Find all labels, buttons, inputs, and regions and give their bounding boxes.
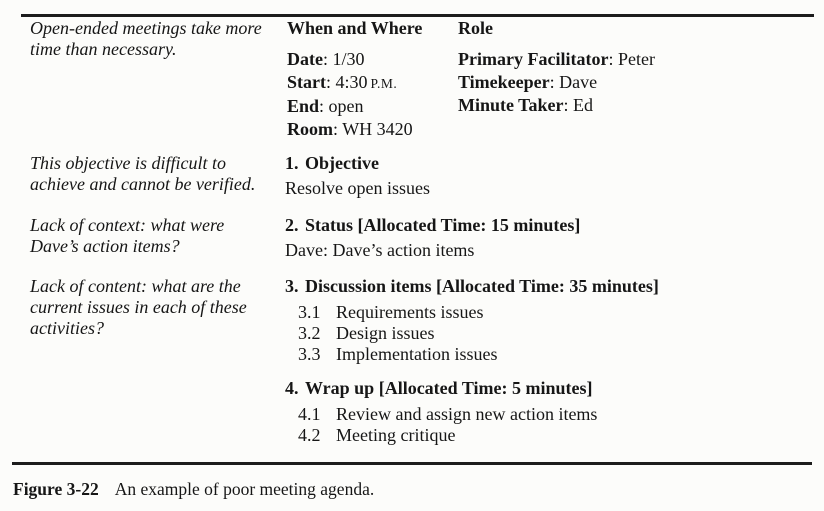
agenda-subitems — [285, 404, 597, 446]
annotation-line: Lack of content: what are the — [30, 276, 241, 296]
field-value-suffix: P.M. — [370, 76, 398, 91]
field-label: Date — [287, 49, 323, 69]
agenda-item-objective — [285, 153, 430, 199]
subitem-text: Meeting critique — [336, 425, 456, 445]
when-and-where-section — [287, 18, 422, 141]
agenda-body: Dave: Dave’s action items — [285, 240, 475, 260]
agenda-heading — [285, 378, 597, 399]
when-and-where-fields — [287, 48, 422, 141]
subitem-text: Implementation issues — [336, 344, 498, 364]
annotation-line: Dave’s action items? — [30, 236, 180, 256]
field-row-date — [287, 48, 422, 71]
annotation-line: Open-ended meetings take more — [30, 18, 262, 38]
annotation-line: activities? — [30, 318, 104, 338]
agenda-number: 4. — [285, 378, 299, 398]
field-separator: : — [333, 119, 343, 139]
agenda-title: Objective — [305, 153, 379, 173]
margin-annotation-open-ended — [30, 18, 292, 60]
agenda-title: Discussion items [Allocated Time: 35 minutes] — [305, 276, 659, 296]
field-value: open — [328, 96, 364, 116]
field-value: Ed — [573, 95, 594, 115]
caption-label: Figure 3-22 — [13, 479, 99, 499]
agenda-title: Wrap up [Allocated Time: 5 minutes] — [305, 378, 593, 398]
field-row-minute-taker — [458, 94, 655, 117]
top-rule — [21, 14, 814, 17]
agenda-subitems — [285, 302, 659, 365]
field-row-primary-facilitator — [458, 48, 655, 71]
agenda-item-wrap-up — [285, 378, 597, 446]
role-fields — [458, 48, 655, 117]
field-label: End — [287, 96, 320, 116]
subitem-number: 3.1 — [298, 302, 321, 322]
field-row-timekeeper — [458, 71, 655, 94]
agenda-subitem — [298, 302, 659, 323]
figure-caption — [13, 479, 374, 500]
when-and-where-title: When and Where — [287, 18, 423, 38]
field-value: 1/30 — [332, 49, 365, 69]
agenda-body: Resolve open issues — [285, 178, 430, 198]
bottom-rule — [12, 462, 812, 465]
field-label: Primary Facilitator — [458, 49, 609, 69]
annotation-line: time than necessary. — [30, 39, 177, 59]
agenda-subitem — [298, 344, 659, 365]
field-separator: : — [549, 72, 560, 92]
field-separator: : — [322, 49, 333, 69]
subitem-number: 4.2 — [298, 425, 321, 445]
field-row-end — [287, 95, 422, 118]
agenda-item-status — [285, 215, 580, 261]
subitem-number: 3.3 — [298, 344, 321, 364]
field-value: Peter — [617, 49, 655, 69]
role-section — [458, 18, 655, 117]
agenda-heading — [285, 215, 580, 236]
field-value: 4:30 — [335, 72, 368, 92]
field-label: Minute Taker — [458, 95, 564, 115]
field-row-room — [287, 118, 422, 141]
agenda-title: Status [Allocated Time: 15 minutes] — [305, 215, 581, 235]
subitem-text: Design issues — [336, 323, 435, 343]
subitem-number: 4.1 — [298, 404, 321, 424]
field-value: Dave — [559, 72, 598, 92]
field-row-start — [287, 71, 422, 95]
annotation-line: Lack of context: what were — [30, 215, 225, 235]
field-label: Start — [287, 72, 326, 92]
agenda-subitem — [298, 404, 597, 425]
field-separator: : — [319, 96, 329, 116]
caption-text: An example of poor meeting agenda. — [114, 479, 375, 499]
agenda-item-discussion — [285, 276, 659, 365]
agenda-subitem — [298, 323, 659, 344]
subitem-number: 3.2 — [298, 323, 321, 343]
field-label: Room — [287, 119, 333, 139]
field-separator: : — [326, 72, 336, 92]
annotation-line: This objective is difficult to — [30, 153, 226, 173]
field-label: Timekeeper — [458, 72, 550, 92]
margin-annotation-objective — [30, 153, 292, 195]
subitem-text: Review and assign new action items — [336, 404, 598, 424]
annotation-line: achieve and cannot be verified. — [30, 174, 256, 194]
margin-annotation-context — [30, 215, 292, 257]
agenda-number: 1. — [285, 153, 299, 173]
agenda-number: 2. — [285, 215, 299, 235]
margin-annotation-content — [30, 276, 292, 339]
field-separator: : — [608, 49, 618, 69]
field-separator: : — [563, 95, 574, 115]
role-title: Role — [458, 18, 493, 38]
agenda-heading — [285, 153, 430, 174]
subitem-text: Requirements issues — [336, 302, 484, 322]
agenda-heading — [285, 276, 659, 297]
agenda-subitem — [298, 425, 597, 446]
field-value: WH 3420 — [342, 119, 413, 139]
annotation-line: current issues in each of these — [30, 297, 247, 317]
agenda-number: 3. — [285, 276, 299, 296]
